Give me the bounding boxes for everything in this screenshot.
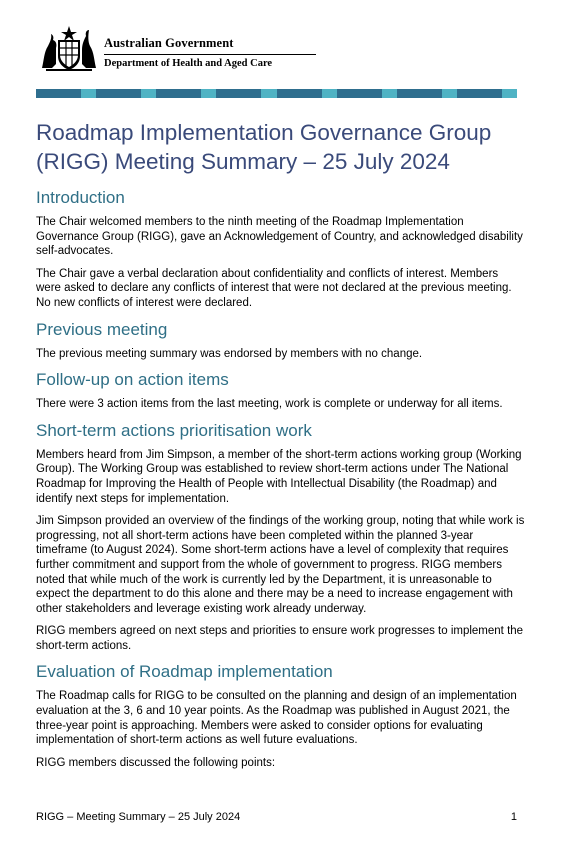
stripe-segment bbox=[457, 89, 502, 98]
footer-text: RIGG – Meeting Summary – 25 July 2024 bbox=[36, 811, 241, 823]
header-divider bbox=[104, 54, 316, 55]
section-follow-up bbox=[36, 369, 526, 412]
paragraph: RIGG members discussed the following points: bbox=[36, 756, 276, 769]
section-short-term-actions bbox=[36, 420, 526, 654]
stripe-segment bbox=[36, 89, 81, 98]
paragraph: Members heard from Jim Simpson, a member of the short-term actions working group (Working Group). The Working Group was established to review short-term actions under The National Roadmap for Improving the Health of People with Intellectual Disability (the Roadmap) and identify next steps for implementation. bbox=[36, 448, 522, 505]
government-branding bbox=[38, 24, 338, 74]
page-number: 1 bbox=[510, 811, 517, 823]
stripe-segment bbox=[96, 89, 141, 98]
stripe-segment bbox=[442, 89, 457, 98]
paragraph: There were 3 action items from the last meeting, work is complete or underway for all items. bbox=[36, 398, 503, 411]
section-heading: Previous meeting bbox=[36, 319, 168, 339]
stripe-segment bbox=[201, 89, 216, 98]
stripe-segment bbox=[277, 89, 322, 98]
paragraph: The Chair welcomed members to the ninth meeting of the Roadmap Implementation Governance Group (RIGG), gave an Acknowledgement of Country, and acknowledged disability self-advocates. bbox=[36, 216, 523, 258]
section-heading: Short-term actions prioritisation work bbox=[36, 420, 312, 440]
section-heading: Follow-up on action items bbox=[36, 370, 229, 390]
section-heading: Introduction bbox=[36, 188, 125, 207]
stripe-segment bbox=[261, 89, 276, 98]
decorative-stripe bbox=[36, 89, 517, 98]
coat-of-arms-icon bbox=[38, 24, 100, 72]
section-evaluation bbox=[36, 661, 526, 770]
section-introduction bbox=[36, 187, 526, 311]
stripe-segment bbox=[502, 89, 517, 98]
title-line-1: Roadmap Implementation Governance Group bbox=[36, 120, 492, 145]
paragraph: RIGG members agreed on next steps and priorities to ensure work progresses to implement the short-term actions. bbox=[36, 625, 524, 652]
title-line-2: (RIGG) Meeting Summary – 25 July 2024 bbox=[36, 149, 450, 174]
paragraph: The Chair gave a verbal declaration about confidentiality and conflicts of interest. Members were asked to declare any conflicts of interest that were not declared at the previous meeting. No new conflicts of interest were declared. bbox=[36, 267, 512, 309]
section-previous-meeting bbox=[36, 319, 526, 362]
section-heading: Evaluation of Roadmap implementation bbox=[36, 662, 333, 682]
stripe-segment bbox=[216, 89, 261, 98]
stripe-segment bbox=[156, 89, 201, 98]
page-title bbox=[36, 118, 536, 176]
department-name: Department of Health and Aged Care bbox=[104, 58, 273, 69]
paragraph: The Roadmap calls for RIGG to be consulted on the planning and design of an implementation evaluation at the 3, 6 and 10 year points. As the Roadmap was published in August 2021, the three-year point is approaching. Members were asked to consider options for evaluating implementation of short-term actions as well future evaluations. bbox=[36, 690, 517, 747]
government-name: Australian Government bbox=[104, 36, 234, 50]
paragraph: Jim Simpson provided an overview of the findings of the working group, noting that while work is progressing, not all short-term actions have been completed within the planned 3-year timeframe (to August 2024). Some short-term actions have a level of complexity that requires further commitment and support from the whole of government to progress. RIGG members noted that while much of the work is currently led by the Department, it is unreasonable to expect the department to do this alone and there may be a need to increase engagement with other stakeholders and leverage existing work already underway. bbox=[36, 515, 525, 615]
stripe-segment bbox=[81, 89, 96, 98]
stripe-segment bbox=[382, 89, 397, 98]
stripe-segment bbox=[141, 89, 156, 98]
stripe-segment bbox=[337, 89, 382, 98]
page-footer bbox=[36, 811, 517, 823]
paragraph: The previous meeting summary was endorsed by members with no change. bbox=[36, 347, 423, 360]
document-body bbox=[36, 187, 526, 778]
stripe-segment bbox=[397, 89, 442, 98]
stripe-segment bbox=[322, 89, 337, 98]
